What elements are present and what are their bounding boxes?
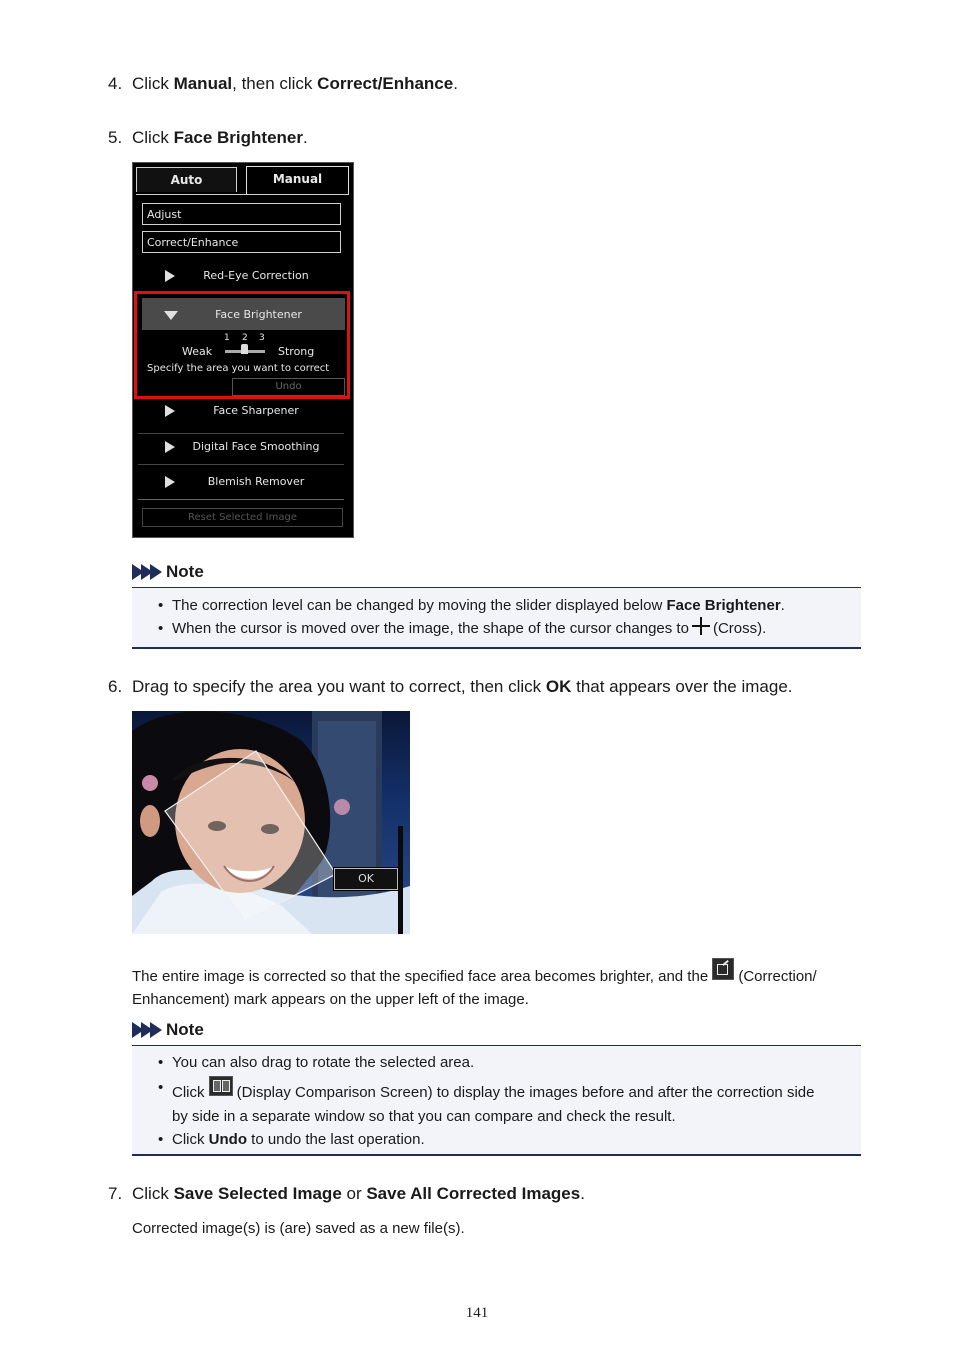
note-item-continuation: [132, 1105, 861, 1128]
ok-button[interactable]: OK: [334, 868, 398, 890]
result-description: [132, 958, 872, 1011]
reset-selected-image-button[interactable]: Reset Selected Image: [142, 508, 343, 527]
face-brightener-header[interactable]: [142, 298, 345, 330]
step-text: [132, 127, 308, 149]
note-title: Note: [166, 1020, 204, 1039]
note-title: Note: [166, 562, 204, 581]
slider-tick-label: 2: [242, 333, 248, 343]
note-item: [132, 617, 861, 640]
text: Drag to specify the area you want to correct, then click: [132, 677, 546, 696]
text: Click: [172, 1131, 209, 1148]
digital-face-smoothing-row[interactable]: [138, 430, 344, 465]
text: Click: [132, 128, 174, 147]
red-eye-correction-row[interactable]: [138, 259, 344, 294]
note-box: [132, 587, 861, 649]
correct-enhance-button[interactable]: Correct/Enhance: [142, 231, 341, 253]
note-arrows-icon: [132, 564, 162, 580]
note-header: [132, 561, 204, 583]
step-number: 4.: [108, 74, 123, 93]
step-number: 7.: [108, 1184, 123, 1203]
bold-term: Face Brightener: [173, 128, 303, 147]
step-text: [132, 676, 793, 698]
text: The correction level can be changed by moving the slider displayed below: [172, 597, 667, 614]
note-item: [132, 594, 861, 617]
note-item: [132, 1128, 861, 1151]
text: or: [341, 1184, 367, 1203]
note-header: [132, 1019, 204, 1041]
row-label: Digital Face Smoothing: [192, 440, 320, 453]
bold-term: Undo: [208, 1131, 247, 1148]
step-number: 5.: [108, 128, 123, 147]
tab-manual[interactable]: Manual: [246, 166, 349, 195]
face-brightener-highlight: [134, 291, 350, 399]
text: Enhancement) mark appears on the upper left of the image.: [132, 991, 529, 1008]
tab-divider: [136, 194, 348, 195]
note-item: [132, 1074, 861, 1105]
display-comparison-screen-icon: [209, 1076, 233, 1096]
slider-thumb[interactable]: [241, 344, 248, 354]
bold-term: Save Selected Image: [173, 1184, 342, 1203]
bold-term: Correct/Enhance: [317, 74, 454, 93]
row-label: Blemish Remover: [207, 475, 305, 488]
text: .: [303, 128, 308, 147]
row-label: Red-Eye Correction: [203, 269, 309, 282]
text: (Cross).: [712, 620, 767, 637]
slider-min-label: Weak: [182, 345, 213, 358]
text: that appears over the image.: [571, 677, 793, 696]
page-number: 141: [465, 1305, 489, 1321]
instruction-text: Specify the area you want to correct: [147, 363, 330, 374]
blemish-remover-row[interactable]: [138, 465, 344, 500]
text: to undo the last operation.: [247, 1131, 425, 1148]
text: .: [780, 597, 785, 614]
step-text: [132, 73, 458, 95]
step-number: 6.: [108, 677, 123, 696]
bold-term: Save All Corrected Images: [366, 1184, 581, 1203]
text: (Display Comparison Screen) to display the images before and after the correction side: [236, 1084, 815, 1101]
row-label: Face Sharpener: [213, 404, 299, 417]
row-label: Face Brightener: [215, 308, 302, 321]
slider-max-label: Strong: [278, 345, 315, 358]
photo-illustration: [132, 711, 410, 934]
face-sharpener-row[interactable]: [138, 399, 344, 434]
tab-auto[interactable]: Auto: [136, 167, 237, 192]
text: .: [580, 1184, 585, 1203]
adjust-button[interactable]: Adjust: [142, 203, 341, 225]
save-description: Corrected image(s) is (are) saved as a new file(s).: [132, 1220, 465, 1237]
text: The entire image is corrected so that the specified face area becomes brighter, and the: [132, 968, 713, 985]
text: (Correction/: [738, 968, 817, 985]
slider-tick-label: 3: [259, 333, 265, 343]
correction-panel-screenshot: [132, 162, 354, 538]
correction-enhancement-mark-icon: [712, 958, 734, 980]
slider-tick-label: 1: [224, 333, 230, 343]
undo-button[interactable]: Undo: [232, 378, 345, 396]
text: , then click: [232, 74, 318, 93]
text: .: [453, 74, 458, 93]
step-text: [132, 1183, 585, 1205]
text: Click: [132, 74, 174, 93]
cross-cursor-icon: [692, 617, 710, 635]
note-box: [132, 1045, 861, 1156]
note-item: • You can also drag to rotate the selected area.: [132, 1051, 861, 1074]
bold-term: Face Brightener: [666, 597, 781, 614]
bold-term: OK: [545, 677, 572, 696]
text: When the cursor is moved over the image, the shape of the cursor changes to: [172, 620, 689, 637]
text: Click: [132, 1184, 174, 1203]
bold-term: Manual: [173, 74, 233, 93]
text: Click: [172, 1084, 209, 1101]
text: by side in a separate window so that you can compare and check the result.: [172, 1108, 676, 1125]
note-arrows-icon: [132, 1022, 162, 1038]
photo-face-selection: [132, 711, 410, 934]
